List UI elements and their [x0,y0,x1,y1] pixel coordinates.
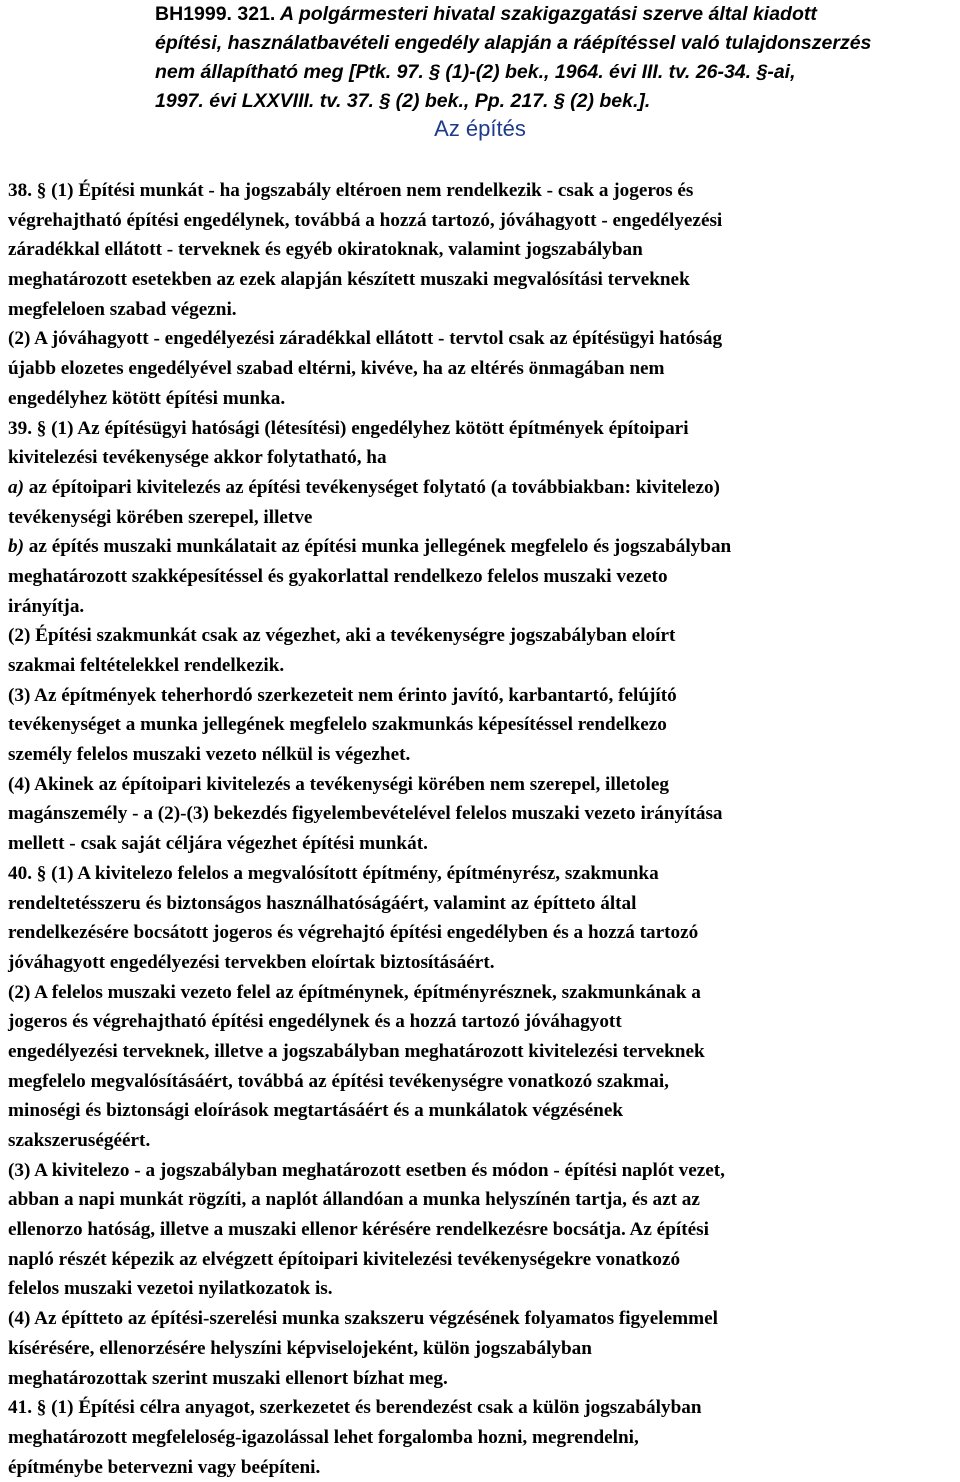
body-line: minoségi és biztonsági eloírások megtartásáért és a munkálatok végzésének [8,1100,624,1122]
section-title: Az építés [434,116,526,141]
list-marker: a) [8,476,24,498]
list-marker: b) [8,536,24,558]
body-line: kísérésére, ellenorzésére helyszíni képviselojeként, külön jogszabályban [8,1337,592,1359]
heading-line [155,0,945,29]
body-line: szakmai feltételekkel rendelkezik. [8,655,285,676]
body-line: magánszemély - a (2)-(3) bekezdés figyelembevételével felelos muszaki vezeto irányítása [8,803,723,825]
body-line: újabb elozetes engedélyével szabad eltérni, kivéve, ha az eltérés önmagában nem [8,358,665,380]
body-line: (3) A kivitelezo - a jogszabályban meghatározott esetben és módon - építési naplót vezet, [8,1159,725,1181]
body-line: mellett - csak saját céljára végezhet építési munkát. [8,833,428,855]
case-number: BH1999. 321. [155,3,276,25]
body-line: 38. § (1) Építési munkát - ha jogszabály eltéroen nem rendelkezik - csak a jogeros és [8,180,694,201]
heading-line: nem állapítható meg [Ptk. 97. § (1)-(2) bek., 1964. évi III. tv. 26-34. §-ai, [155,61,796,83]
body-line: jogeros és végrehajtható építési engedélynek és a hozzá tartozó jóváhagyott [8,1011,622,1033]
body-line: engedélyezési terveknek, illetve a jogszabályban meghatározott kivitelezési terveknek [8,1040,705,1062]
body-line: 39. § (1) Az építésügyi hatósági (létesítési) engedélyhez kötött építmények építoipari [8,417,689,439]
body-line: meghatározott megfeleloség-igazolással lehet forgalomba hozni, megrendelni, [8,1426,639,1448]
body-line: jóváhagyott engedélyezési tervekben eloírtak biztosításáért. [8,951,495,973]
body-line: (4) Akinek az építoipari kivitelezés a tevékenységi körében nem szerepel, illetoleg [8,773,669,795]
body-line: tevékenységet a munka jellegének megfelelo szakmunkás képesítéssel rendelkezo [8,714,667,736]
body-line: (2) Építési szakmunkát csak az végezhet, aki a tevékenységre jogszabályban eloírt [8,625,676,647]
body-line: meghatározottak szerint muszaki ellenort bízhat meg. [8,1367,448,1389]
body-line: b) az építés muszaki munkálatait az építési munka jellegének megfelelo és jogszabályban [8,536,732,558]
heading-line-rest: A polgármesteri hivatal szakigazgatási szerve által kiadott [280,3,817,25]
body-line: rendeltetésszeru és biztonságos használhatóságáért, valamint az építteto által [8,892,637,914]
body-line: személy felelos muszaki vezeto nélkül is végezhet. [8,744,411,766]
body-line: meghatározott szakképesítéssel és gyakorlattal rendelkezo felelos muszaki vezeto [8,565,668,587]
body-line: 41. § (1) Építési célra anyagot, szerkezetet és berendezést csak a külön jogszabályban [8,1397,702,1419]
body-line: (2) A felelos muszaki vezeto felel az építménynek, építményrésznek, szakmunkának a [8,981,701,1003]
body-line: engedélyhez kötött építési munka. [8,387,286,409]
body-line: irányítja. [8,595,85,617]
body-line: (2) A jóváhagyott - engedélyezési záradékkal ellátott - tervtol csak az építésügyi hatóság [8,328,723,350]
body-line: (4) Az építteto az építési-szerelési munka szakszeru végzésének folyamatos figyelemmel [8,1308,718,1330]
body-line: építménybe betervezni vagy beépíteni. [8,1456,321,1478]
body-line: a) az építoipari kivitelezés az építési tevékenységet folytató (a továbbiakban: kivitelezo) [8,476,720,498]
body-line: tevékenységi körében szerepel, illetve [8,506,313,528]
body-line: kivitelezési tevékenysége akkor folytatható, ha [8,447,387,469]
body-line: záradékkal ellátott - terveknek és egyéb okiratoknak, valamint jogszabályban [8,239,643,261]
body-line: ellenorzo hatóság, illetve a muszaki ellenor kérésére rendelkezésre bocsátja. Az építési [8,1219,709,1241]
body-line: megfeleloen szabad végezni. [8,298,237,320]
body-line: napló részét képezik az elvégzett építoipari kivitelezési tevékenységekre vonatkozó [8,1248,681,1270]
body-line: megfelelo megvalósításáért, továbbá az építési tevékenységre vonatkozó szakmai, [8,1070,669,1092]
body-line: rendelkezésére bocsátott jogeros és végrehajtó építési engedélyben és a hozzá tartozó [8,922,699,944]
body-line: meghatározott esetekben az ezek alapján készített muszaki megvalósítási terveknek [8,269,690,291]
body-line: felelos muszaki vezetoi nyilatkozatok is. [8,1278,333,1300]
body-line: (3) Az építmények teherhordó szerkezeteit nem érinto javító, karbantartó, felújító [8,684,677,706]
body-line: szakszeruségéért. [8,1130,151,1151]
body-line: abban a napi munkát rögzíti, a naplót állandóan a munka helyszínén tartja, és azt az [8,1189,700,1211]
case-heading [155,0,945,116]
document-body [8,176,958,1482]
heading-line: építési, használatbavételi engedély alapján a ráépítéssel való tulajdonszerzés [155,32,872,54]
heading-line: 1997. évi LXXVIII. tv. 37. § (2) bek., Pp. 217. § (2) bek.]. [155,90,651,112]
body-line: végrehajtható építési engedélynek, továbbá a hozzá tartozó, jóváhagyott - engedélyezési [8,209,723,231]
body-line: 40. § (1) A kivitelezo felelos a megvalósított építmény, építményrész, szakmunka [8,862,659,884]
